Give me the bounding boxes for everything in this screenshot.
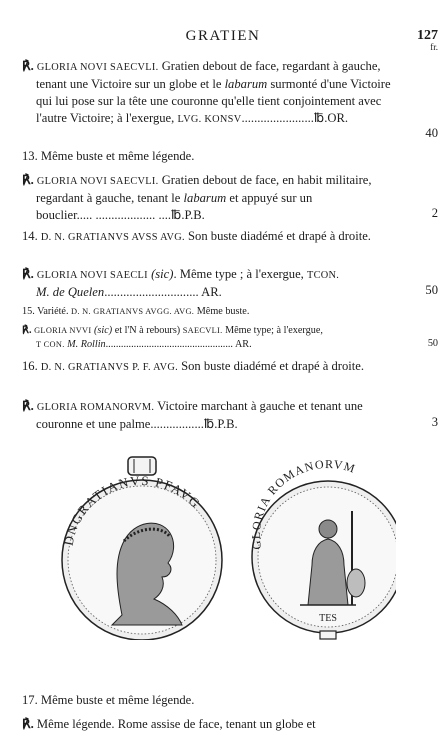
reverse-marker: ℟.	[22, 717, 34, 731]
catalog-entry-reverse	[22, 716, 390, 733]
entry-text: Victoire marchant à gauche et tenant une couronne et une palme	[36, 399, 363, 431]
price: 2	[431, 206, 438, 220]
coin-drawing	[50, 455, 396, 640]
reverse-marker: ℟.	[22, 59, 34, 73]
coin-legend: GLORIA NVVI	[34, 326, 92, 335]
catalog-entry-reverse	[22, 266, 404, 301]
leader-dots: ..............................	[104, 285, 199, 299]
reverse-legend: GLORIA ROMANORVM	[248, 456, 358, 551]
exergue-text: T CON.	[36, 340, 65, 349]
price: 3	[431, 415, 438, 429]
coin-legend-2: SAECVLI.	[182, 326, 223, 335]
exergue-text: TCON.	[306, 270, 340, 281]
reverse-marker: ℟.	[22, 267, 34, 281]
entry-text: Même buste et même légende.	[37, 149, 195, 163]
coin-legend: GLORIA NOVI SAECLI	[36, 270, 148, 281]
entry-text-2: et appuyé sur un bouclier	[36, 191, 313, 222]
catalog-entry-reverse	[22, 58, 404, 128]
metal-rarity: AR.	[234, 339, 252, 350]
entry-text: Son buste diadémé et drapé à droite.	[177, 359, 365, 373]
coin-legend: D. N. GRATIANVS AVSS AVG.	[40, 232, 185, 243]
entry-text: . Même type ; à l'exergue,	[173, 267, 307, 281]
entry-italic: labarum	[183, 191, 227, 205]
entry-text-2: Même type; à l'exergue,	[222, 325, 323, 336]
catalog-entry-reverse	[22, 172, 404, 224]
entry-number: 16.	[22, 359, 38, 373]
leader-dots: .......................	[241, 111, 314, 125]
sic-note: (sic)	[151, 267, 174, 281]
price: 50	[427, 338, 438, 349]
price: 50	[425, 283, 438, 297]
page-number-sub: fr.	[430, 42, 438, 52]
entry-text-2: Même buste.	[194, 306, 250, 317]
exergue-text: LVG. KONSV	[177, 114, 242, 125]
reverse-coin	[249, 457, 396, 639]
reverse-marker: ℟.	[22, 173, 34, 187]
collection-name: M. de Quelen	[36, 285, 105, 299]
entry-italic: labarum	[224, 77, 268, 91]
coin-legend: D. N. GRATIANVS AVGG. AVG.	[71, 307, 195, 316]
reverse-marker: ℟.	[22, 325, 32, 336]
obverse-coin	[61, 457, 222, 640]
leader-dots: ..................................................	[105, 339, 233, 350]
entry-number: 13.	[22, 149, 38, 163]
coin-legend: GLORIA NOVI SAECVLI.	[36, 62, 159, 73]
page-number	[417, 28, 438, 52]
catalog-entry-obverse	[22, 148, 390, 165]
collection-name: M. Rollin	[67, 339, 106, 350]
coin-legend: GLORIA ROMANORVM.	[36, 402, 155, 413]
entry-text: et l'N à rebours)	[112, 325, 183, 336]
catalog-entry-reverse	[22, 324, 404, 352]
entry-text: Variété.	[34, 306, 72, 317]
entry-text: Gratien debout de face, regardant à gauche, tenant une Victoire sur un globe et le	[36, 59, 381, 91]
obverse-legend: DNGRATIANVS PFAVG	[60, 472, 204, 547]
catalog-entry-reverse	[22, 398, 404, 433]
entry-number: 14.	[22, 229, 38, 243]
reverse-exergue: TES	[319, 613, 337, 624]
entry-text: Gratien debout de face, en habit militaire, regardant à gauche, tenant le	[36, 173, 372, 205]
entry-text: Même légende. Rome assise de face, tenant un globe et	[33, 717, 316, 731]
page-number-value: 127	[417, 28, 438, 43]
leader-dots: .................	[150, 417, 204, 431]
sic-note: (sic)	[94, 325, 113, 336]
catalog-entry-variety	[22, 305, 390, 319]
coin-illustration	[50, 455, 396, 640]
price: 40	[425, 126, 438, 140]
catalog-entry-obverse	[22, 358, 404, 376]
metal-rarity: ℔.OR.	[313, 111, 348, 125]
catalog-entry-obverse	[22, 228, 404, 246]
entry-number: 15.	[22, 306, 35, 317]
catalog-entry-obverse	[22, 692, 390, 709]
entry-text-2: surmonté d'une Victoire qui lui pose sur la tête une couronne qu'elle tient conjointement avec l'autre Victoire; à l'exergue,	[36, 77, 391, 125]
coin-legend: GLORIA NOVI SAECVLI.	[36, 176, 159, 187]
entry-number: 17.	[22, 693, 38, 707]
coin-legend: D. N. GRATIANVS P. F. AVG.	[40, 362, 178, 373]
metal-rarity: ℔.P.B.	[171, 208, 205, 222]
entry-text: Son buste diadémé et drapé à droite.	[184, 229, 371, 243]
metal-rarity: AR.	[201, 285, 222, 299]
leader-dots: ..... ................... ....	[76, 208, 172, 222]
entry-text: Même buste et même légende.	[37, 693, 195, 707]
reverse-marker: ℟.	[22, 399, 34, 413]
running-head: GRATIEN	[185, 28, 261, 44]
metal-rarity: ℔.P.B.	[203, 417, 238, 431]
